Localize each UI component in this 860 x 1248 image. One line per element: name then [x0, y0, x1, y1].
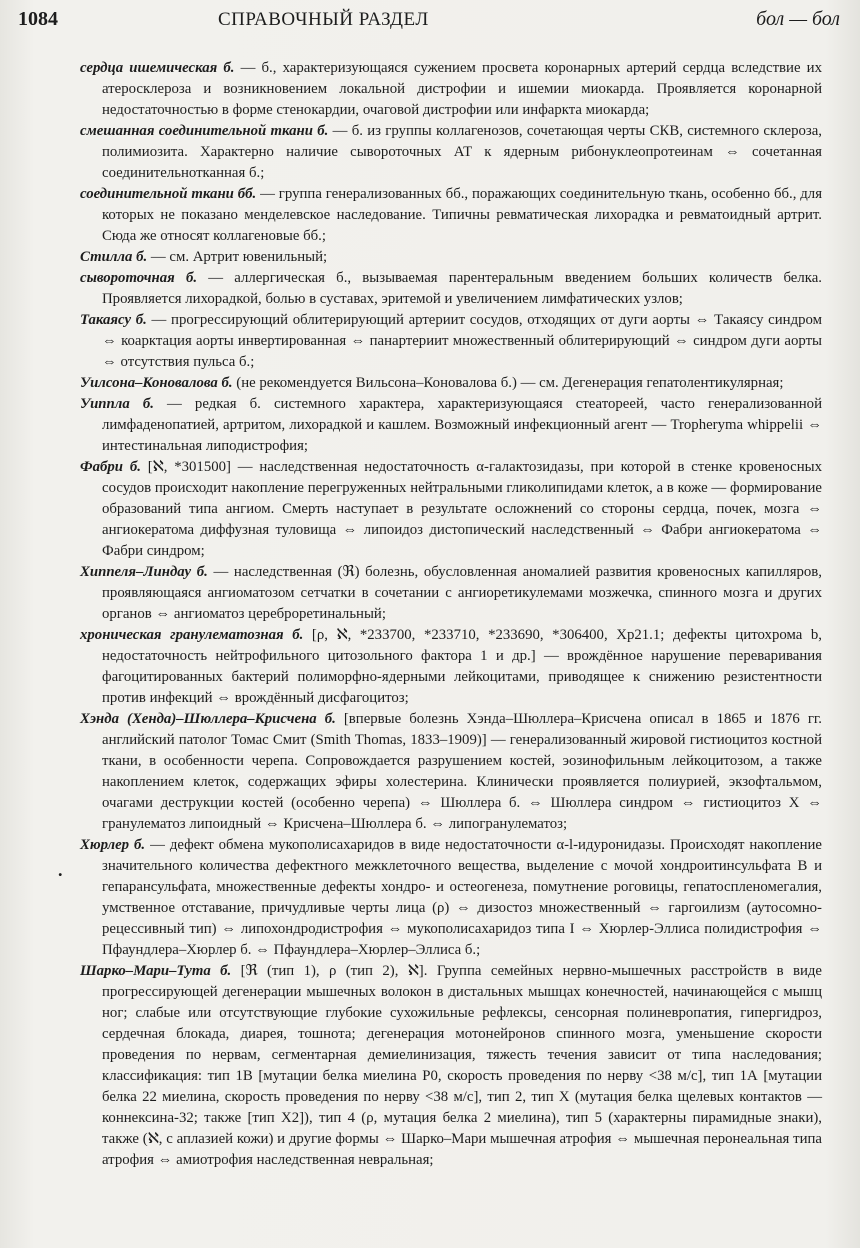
entry-term: Такаясу б.: [80, 312, 147, 328]
entry-term: Шарко–Мари–Тута б.: [80, 963, 232, 979]
page-header: [18, 6, 840, 36]
entry-text: — редкая б. системного характера, характеризующаяся стеатореей, часто генерализованной лимфаденопатией, артритом, лихорадкой и кашлем. Возможный инфекционный агент — Tropheryma whippelii ⇔ интестинальная липодистрофия;: [102, 396, 822, 454]
entry: [80, 310, 822, 373]
entry-text: — группа генерализованных бб., поражающих соединительную ткань, особенно бб., для которых не показано менделевское наследование. Типичны ревматическая лихорадка и ревматоидный артрит. Сюда же относят коллагеновые бб.;: [102, 186, 823, 244]
section-title: СПРАВОЧНЫЙ РАЗДЕЛ: [218, 9, 429, 30]
entry-term: Хюрлер б.: [80, 837, 146, 853]
entry: [80, 121, 822, 184]
entry-term: Хэнда (Хенда)–Шюллера–Крисчена б.: [80, 711, 336, 727]
entry: [80, 457, 822, 562]
entry: [80, 835, 822, 961]
entry-text: — см. Артрит ювенильный;: [147, 249, 328, 265]
entry-term: смешанная соединительной ткани б.: [80, 123, 329, 139]
page-number: 1084: [18, 8, 58, 30]
entry: [80, 58, 822, 121]
entry-text: — б. из группы коллагенозов, сочетающая черты СКВ, системного склероза, полимиозита. Характерно наличие сывороточных АТ к ядерным рибонуклеопротеинам ⇔ сочетанная соединительнотканная б.;: [102, 123, 822, 181]
entry-text: [ℵ, *301500] — наследственная недостаточность α-галактозидазы, при которой в стенке кровеносных сосудов происходит накопление перегруженных нейтральными гликолипидами клеток, а в коже — формирование образований типа ангиом. Смерть наступает в результате осложнений со стороны сердца, почек, мозга ⇔ ангиокератома диффузная туловища ⇔ липоидоз дистопический наследственный ⇔ Фабри ангиокератома ⇔ Фабри синдром;: [102, 459, 822, 559]
entry: [80, 184, 822, 247]
entry-text: — дефект обмена мукополисахаридов в виде недостаточности α-l-идуронидазы. Происходят накопление значительного количества дефектного межклеточного вещества, выделение с мочой хондроитинсульфата В и гепарансульфата, множественные дефекты хондро- и остеогенеза, помутнение роговицы, гепатоспленомегалия, умственное отставание, причудливые черты лица (ρ) ⇔ дизостоз множественный ⇔ гаргоилизм (аутосомно-рецессивный тип) ⇔ липохондродистрофия ⇔ мукополисахаридоз типа I ⇔ Хюрлер-Эллиса полидистрофия ⇔ Пфаундлера–Хюрлер б. ⇔ Пфаундлера–Хюрлер–Эллиса б.;: [102, 837, 822, 958]
entry-text: (не рекомендуется Вильсона–Коновалова б.) — см. Дегенерация гепатолентикулярная;: [232, 375, 784, 391]
entry-term: Хиппеля–Линдау б.: [80, 564, 208, 580]
entry: [80, 268, 822, 310]
entry-range: бол — бол: [756, 8, 840, 30]
entry: [80, 961, 822, 1171]
entry-text: — прогрессирующий облитерирующий артериит сосудов, отходящих от дуги аорты ⇔ Такаясу синдром ⇔ коарктация аорты инвертированная ⇔ панартериит множественный облитерирующий ⇔ синдром дуги аорты ⇔ отсутствия пульса б.;: [102, 312, 822, 370]
entry: [80, 625, 822, 709]
entry: [80, 373, 822, 394]
entry-term: хроническая гранулематозная б.: [80, 627, 304, 643]
entry-term: Уиппла б.: [80, 396, 154, 412]
entry: [80, 709, 822, 835]
entry: [80, 247, 822, 268]
entry-term: Фабри б.: [80, 459, 141, 475]
entry-text: [ρ, ℵ, *233700, *233710, *233690, *306400, Xp21.1; дефекты цитохрома b, недостаточность нейтрофильного цитозольного фактора 1 и др.] — врождённое нарушение переваривания фагоцитированных бактерий полиморфно-ядерными лейкоцитами, приводящее к снижению резистентности против инфекций ⇔ врождённый дисфагоцитоз;: [102, 627, 822, 706]
entry-term: сывороточная б.: [80, 270, 198, 286]
entry: [80, 394, 822, 457]
entry: [80, 562, 822, 625]
entries-list: [80, 58, 822, 1171]
entry-text: [впервые болезнь Хэнда–Шюллера–Крисчена описал в 1865 и 1876 гг. английский патолог Томас Смит (Smith Thomas, 1833–1909)] — генерализованный жировой гистиоцитоз костной ткани, в особенности черепа. Сопровождается разрушением костей, эозинофильным лейкоцитозом, а также накоплением клеток, содержащих эфиры холестерина. Клинически проявляется полиурией, экзофтальмом, очагами деструкции костей (особенно черепа) ⇔ Шюллера б. ⇔ Шюллера синдром ⇔ гистиоцитоз X ⇔ гранулематоз липоидный ⇔ Крисчена–Шюллера б. ⇔ липогранулематоз;: [102, 711, 822, 832]
entry-text: — аллергическая б., вызываемая парентеральным введением больших количеств белка. Проявляется лихорадкой, болью в суставах, эритемой и увеличением лимфатических узлов;: [102, 270, 822, 307]
entry-text: — б., характеризующаяся сужением просвета коронарных артерий сердца вследствие их атеросклероза и возникновением локальной дистрофии и ишемии миокарда. Проявляется коронарной недостаточностью в форме стенокардии, очаговой дистрофии или инфаркта миокарда;: [102, 60, 822, 118]
entry-term: сердца ишемическая б.: [80, 60, 235, 76]
entry-text: — наследственная (ℜ) болезнь, обусловленная аномалией развития кровеносных капилляров, проявляющаяся ангиоматозом сетчатки в сочетании с ангиоретикулемами мозжечка, спинного мозга и других органов ⇔ ангиоматоз цереброретинальный;: [102, 564, 822, 622]
entry-term: Уилсона–Коновалова б.: [80, 375, 233, 391]
entry-text: [ℜ (тип 1), ρ (тип 2), ℵ]. Группа семейных нервно-мышечных расстройств в виде прогрессирующей дегенерации мышечных волокон в дистальных мышцах конечностей, начинающейся с мышц ног; слабые или отсутствующие глубокие сухожильные рефлексы, сенсорная полиневропатия, гипергидроз, сердечная блокада, диарея, тошнота; дегенерация мотонейронов спинного мозга, уменьшение скорости проведения по нервам, сегментарная демиелинизация, тяжесть течения зависит от типа наследования; классификация: тип 1B [мутации белка миелина P0, скорость проведения по нерву <38 м/с], тип 1А [мутации белка 22 миелина, скорость проведения по нерву <38 м/с], тип 2, тип X (мутация белка щелевых контактов — коннексина-32; также [тип X2]), тип 4 (ρ, мутация белка 2 миелина), тип 5 (характерны пирамидные знаки), также (ℵ, с аплазией кожи) и другие формы ⇔ Шарко–Мари мышечная атрофия ⇔ мышечная перонеальная типа атрофия ⇔ амиотрофия наследственная невральная;: [102, 963, 822, 1168]
entry-term: соединительной ткани бб.: [80, 186, 257, 202]
entry-term: Стилла б.: [80, 249, 148, 265]
stray-mark: .: [58, 860, 63, 880]
